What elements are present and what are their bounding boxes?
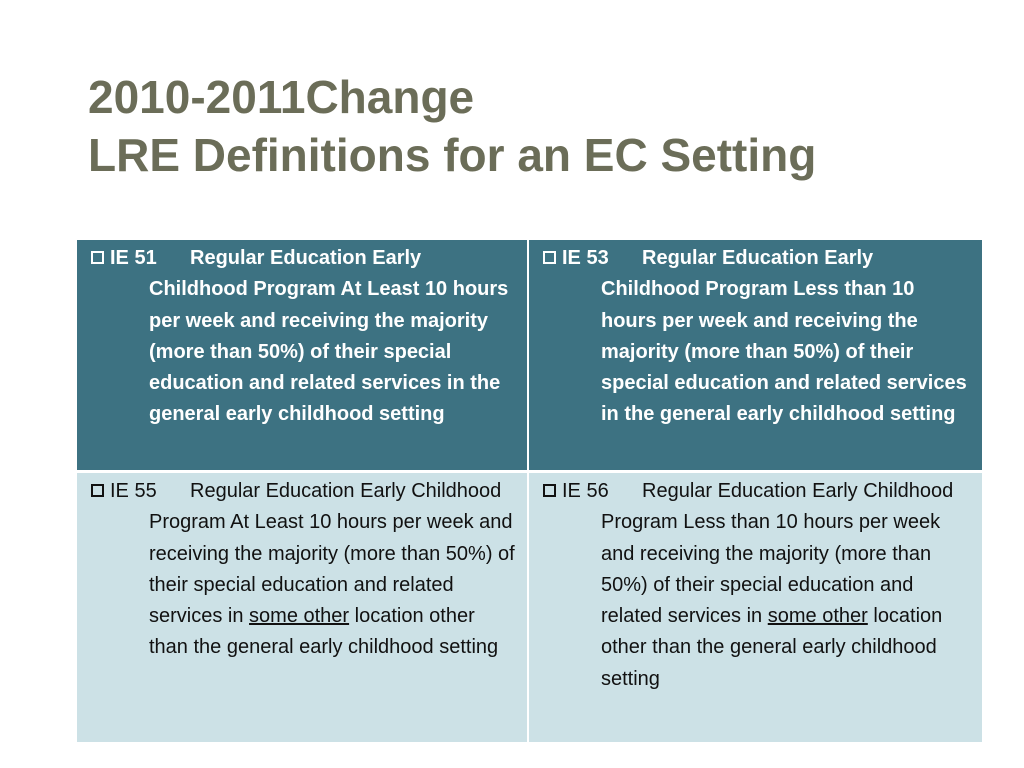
list-item bbox=[543, 243, 972, 431]
list-item bbox=[543, 476, 972, 695]
ie-description-start: Regular Education Early Childhood Program At Least 10 hours per week and receiving the majority (more than 50%) of their special education and related services in bbox=[149, 480, 515, 628]
table-cell-ie56 bbox=[529, 473, 982, 742]
lre-definitions-table bbox=[77, 240, 982, 742]
table-cell-ie51 bbox=[77, 240, 529, 473]
ie-description-emphasis: some other bbox=[249, 605, 350, 628]
ie-code: IE 55 bbox=[110, 480, 157, 502]
ie-code: IE 53 bbox=[562, 247, 609, 269]
title-line-2: LRE Definitions for an EC Setting bbox=[88, 129, 817, 181]
checkbox-square-icon bbox=[91, 484, 104, 497]
title-line-1: 2010-2011Change bbox=[88, 71, 475, 123]
ie-description-end: location other than the general early childhood setting bbox=[601, 605, 943, 690]
checkbox-square-icon bbox=[543, 251, 556, 264]
ie-description-emphasis: some other bbox=[767, 605, 868, 628]
list-item bbox=[91, 243, 517, 431]
checkbox-square-icon bbox=[91, 251, 104, 264]
ie-code: IE 56 bbox=[562, 480, 609, 502]
ie-description: Regular Education Early Childhood Program Less than 10 hours per week and receiving the majority (more than 50%) of their special education and related services in the general early childhood setting bbox=[601, 247, 967, 426]
table-cell-ie55 bbox=[77, 473, 529, 742]
ie-description: Regular Education Early Childhood Program At Least 10 hours per week and receiving the majority (more than 50%) of their special education and related services in the general early childhood setting bbox=[149, 247, 509, 426]
list-item bbox=[91, 476, 517, 664]
ie-code: IE 51 bbox=[110, 247, 157, 269]
table-cell-ie53 bbox=[529, 240, 982, 473]
ie-description-end: location other than the general early childhood setting bbox=[149, 605, 499, 659]
checkbox-square-icon bbox=[543, 484, 556, 497]
ie-description-start: Regular Education Early Childhood Program Less than 10 hours per week and receiving the majority (more than 50%) of their special education and related services in bbox=[601, 480, 954, 628]
slide-title bbox=[88, 68, 988, 184]
